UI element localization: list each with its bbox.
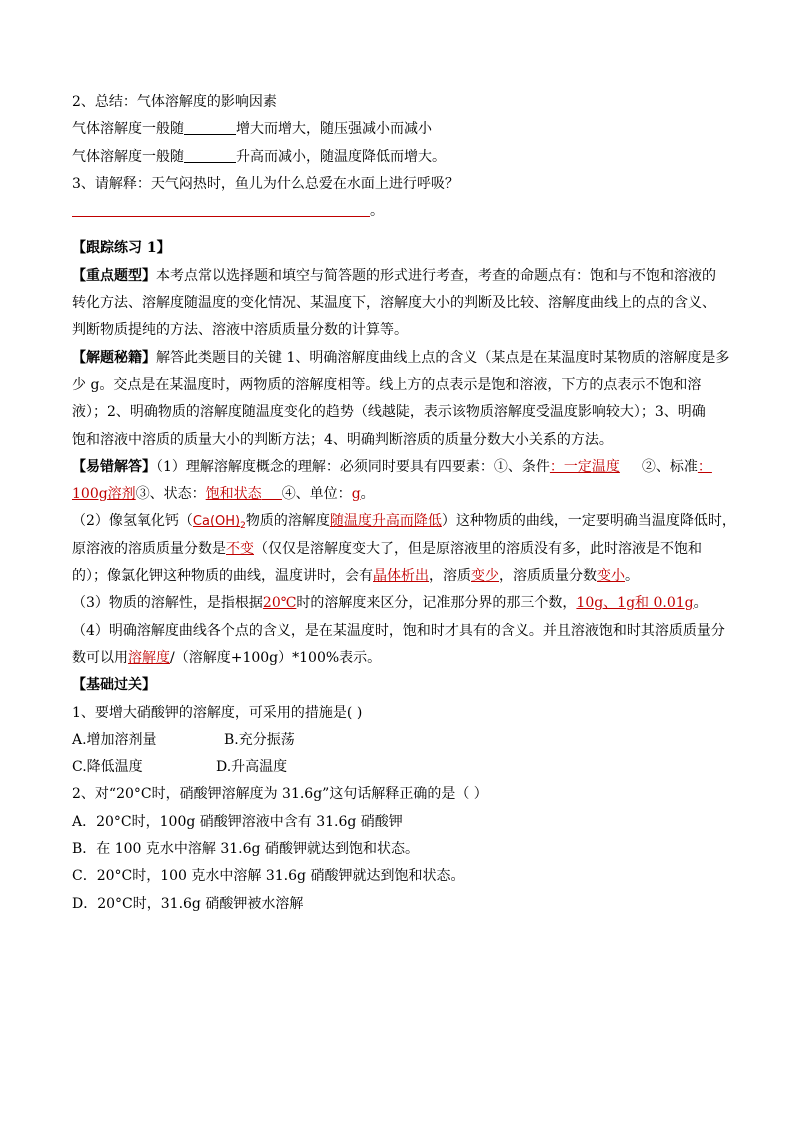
error-answers: 【易错解答】（1）理解溶解度概念的理解：必须同时要具有四要素：①、条件：一定温度 ②、标准： 100g溶剂③、状态：饱和状态 ④、单位：g。 （2）像氢氧化钙（$Ca(OH)_2$物质的溶解度随温度升高而降低）这种物质的曲线，一定要明确当温度降低时， 原溶液的溶质质量分数是不变（仅仅是溶解度变大了，但是原溶液里的溶质没有多，此时溶液是不饱和 的）；像氯化钾这种物质的曲线，温度讲时，会有晶体析出，溶质变少，溶质质量分数变小。 （3）物质的溶解性，是指根据20℃时的溶解度来区分，记准那分界的那三个数，10g、1g和 0.01g。 （4）明确溶解度曲线各个点的含义，是在某温度时，饱和时才具有的含义。并且溶液饱和时其溶质质量分 数可以用溶解度/（溶解度+100g）*100%表示。: [72, 458, 736, 666]
follow-practice-title: 【跟踪练习 1】: [72, 240, 171, 257]
q1-option-a[interactable]: A.增加溶剂量: [72, 731, 157, 748]
q1-option-d[interactable]: D.升高温度: [216, 759, 288, 776]
gas-solubility-line-1: 气体溶解度一般随 增大而增大，随压强减小而减小: [72, 121, 432, 138]
tips-paragraph: 【解题秘籍】解答此类题目的关键 1、明确溶解度曲线上点的含义（某点是在某温度时某物质的溶解度是多 少 g。交点是在某温度时，两物质的溶解度相等。线上方的点表示是饱和溶液，下方的点表示不饱和溶 液）；2、明确物质的溶解度随温度变化的趋势（线越陡，表示该物质溶解度受温度影响较大）；3、明确 饱和溶液中溶质的质量大小的判断方法；4、明确判断溶质的质量分数大小关系的方法。: [72, 349, 730, 448]
document-page: [72, 92, 736, 921]
question-explain: 3、请解释：天气闷热时，鱼儿为什么总爱在水面上进行呼吸？: [72, 175, 459, 192]
summary-heading: 2、总结：气体溶解度的影响因素: [72, 94, 277, 110]
q2-option-d[interactable]: D．20°C时，31.6g 硝酸钾被水溶解: [72, 895, 304, 912]
question-1: 1、要增大硝酸钾的溶解度，可采用的措施是( ) A.增加溶剂量 B.充分振荡 C.降低温度 D.升高温度: [72, 704, 363, 776]
tips-label: 【解题秘籍】: [72, 349, 156, 366]
question-2: 2、对“20°C时，硝酸钾溶解度为 31.6g”这句话解释正确的是（ ） A．20°C时，100g 硝酸钾溶液中含有 31.6g 硝酸钾 B．在 100 克水中溶解 31.6g 硝酸钾就达到饱和状态。 C．20°C时，100 克水中溶解 31.6g 硝酸钾就达到饱和状态。 D．20°C时，31.6g 硝酸钾被水溶解: [72, 786, 488, 912]
q2-option-a[interactable]: A．20°C时，100g 硝酸钾溶液中含有 31.6g 硝酸钾: [72, 813, 403, 830]
error-label: 【易错解答】: [72, 458, 156, 475]
q1-option-c[interactable]: C.降低温度: [72, 759, 143, 776]
fill-blank[interactable]: [184, 120, 236, 135]
gas-solubility-line-2: 气体溶解度一般随 升高而减小，随温度降低而增大。: [72, 148, 446, 165]
q2-option-c[interactable]: C．20°C时，100 克水中溶解 31.6g 硝酸钾就达到饱和状态。: [72, 868, 465, 885]
key-question-paragraph: 【重点题型】本考点常以选择题和填空与简答题的形式进行考查，考查的命题点有：饱和与不饱和溶液的 转化方法、溶解度随温度的变化情况、某温度下，溶解度大小的判断及比较、溶解度曲线上的点的含义、 判断物质提纯的方法、溶液中溶质质量分数的计算等。: [72, 267, 716, 339]
key-label: 【重点题型】: [72, 267, 156, 284]
q2-option-b[interactable]: B．在 100 克水中溶解 31.6g 硝酸钾就达到饱和状态。: [72, 841, 419, 858]
fill-blank[interactable]: [184, 148, 236, 163]
answer-blank[interactable]: [72, 202, 370, 217]
q1-option-b[interactable]: B.充分振荡: [224, 731, 295, 748]
basic-title: 【基础过关】: [72, 677, 156, 694]
answer-line: 。: [72, 201, 724, 221]
